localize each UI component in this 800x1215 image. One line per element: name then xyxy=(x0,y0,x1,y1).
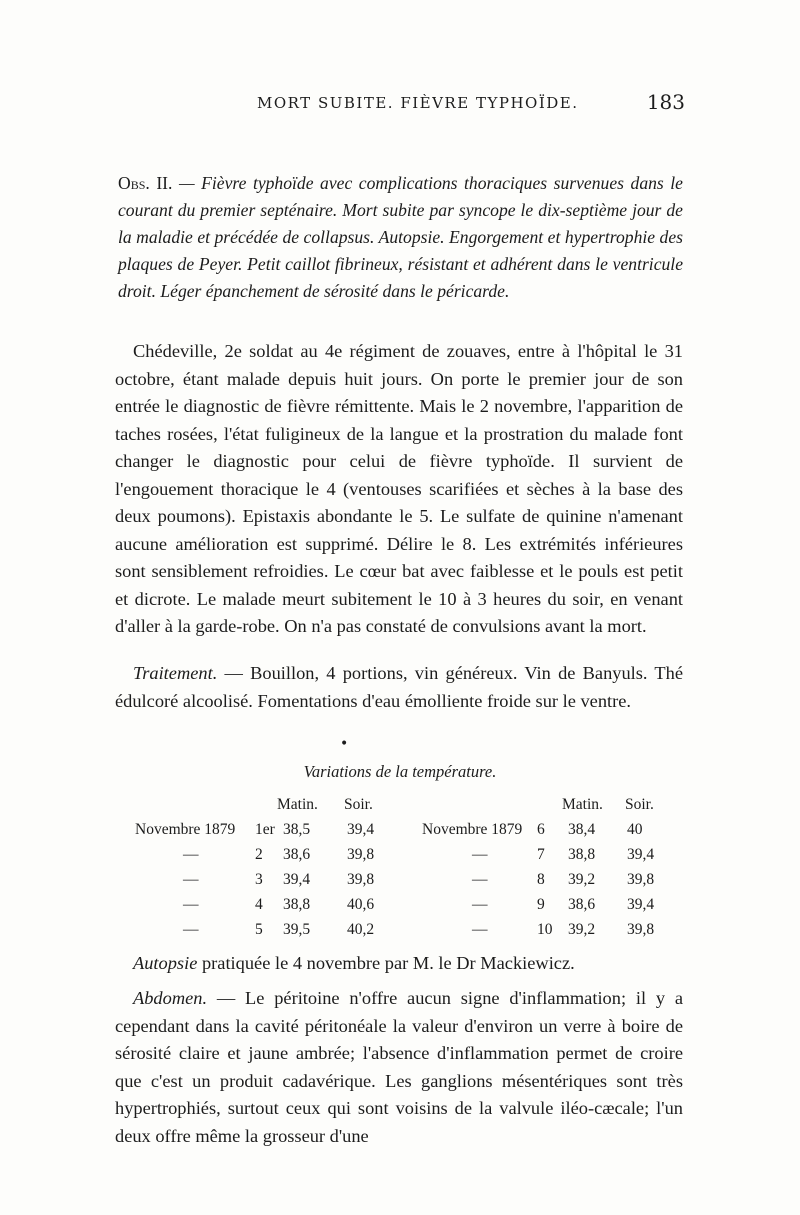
autopsy-label: Autopsie xyxy=(133,953,198,973)
table-cell-month: — xyxy=(183,896,199,913)
table-cell-soir: 39,4 xyxy=(627,846,655,863)
table-cell-soir: 39,8 xyxy=(627,871,655,888)
table-cell-month: — xyxy=(183,871,199,888)
table-cell-matin: 39,4 xyxy=(283,871,311,888)
page-header xyxy=(115,92,685,122)
table-cell-month: — xyxy=(472,846,488,863)
table-cell-soir: 39,8 xyxy=(347,846,375,863)
table-cell-month: Novembre 1879 xyxy=(422,821,523,838)
table-cell-month: — xyxy=(472,871,488,888)
table-cell-soir: 39,8 xyxy=(347,871,375,888)
table-cell-day: 10 xyxy=(537,921,553,938)
treatment-text: — Bouillon, 4 portions, vin généreux. Vin de Banyuls. Thé édulcoré alcoolisé. Fomentations d'eau émolliente froide sur le ventre. xyxy=(115,663,683,711)
table-cell-day: 4 xyxy=(255,896,263,913)
abdomen-label: Abdomen. xyxy=(133,988,208,1008)
table-cell-day: 1er xyxy=(255,821,275,838)
table-cell-day: 7 xyxy=(537,846,545,863)
table-cell-month: — xyxy=(183,921,199,938)
table-cell-matin: 38,8 xyxy=(283,896,311,913)
summary-text: — Fièvre typhoïde avec complications thoraciques survenues dans le courant du premier septénaire. Mort subite par syncope le dix-septième jour de la maladie et précédée de collapsus. Autopsie. Engorgement et hypertrophie des plaques de Peyer. Petit caillot fibrineux, résistant et adhérent dans le ventricule droit. Léger épanchement de sérosité dans le péricarde. xyxy=(118,173,683,301)
table-cell-matin: 39,2 xyxy=(568,871,596,888)
obs-number: II. xyxy=(156,173,173,193)
table-cell-month: Novembre 1879 xyxy=(135,821,236,838)
col-header-soir-left: Soir. xyxy=(344,796,373,813)
separator-bullet: • xyxy=(340,736,349,752)
table-cell-month: — xyxy=(472,896,488,913)
table-cell-day: 8 xyxy=(537,871,545,888)
table-cell-day: 3 xyxy=(255,871,263,888)
table-cell-matin: 38,4 xyxy=(568,821,596,838)
table-cell-month: — xyxy=(472,921,488,938)
table-cell-month: — xyxy=(183,846,199,863)
observation-summary xyxy=(118,170,683,305)
table-cell-soir: 39,4 xyxy=(347,821,375,838)
autopsy-paragraph xyxy=(115,950,683,978)
table-cell-matin: 39,5 xyxy=(283,921,311,938)
col-header-matin-right: Matin. xyxy=(562,796,603,813)
case-paragraph: Chédeville, 2e soldat au 4e régiment de zouaves, entre à l'hôpital le 31 octobre, étant malade depuis huit jours. On porte le premier jour de son entrée le diagnostic de fièvre rémittente. Mais le 2 novembre, l'apparition de taches rosées, l'état fuligineux de la langue et la prostration du malade font changer le diagnostic pour celui de fièvre typhoïde. Il survient de l'engouement thoracique le 4 (ventouses scarifiées et sèches à la base des deux poumons). Epistaxis abondante le 5. Le sulfate de quinine n'amenant aucune amélioration est supprimé. Délire le 8. Les extrémités inférieures sont sensiblement refroidies. Le cœur bat avec faiblesse et le pouls est petit et dicrote. Le malade meurt subitement le 10 à 3 heures du soir, en venant d'aller à la garde-robe. On n'a pas constaté de convulsions avant la mort. xyxy=(115,341,683,636)
table-cell-matin: 38,8 xyxy=(568,846,596,863)
table-cell-matin: 38,5 xyxy=(283,821,311,838)
table-title: Variations de la température. xyxy=(303,762,497,781)
abdomen-paragraph xyxy=(115,985,683,1150)
table-cell-matin: 38,6 xyxy=(283,846,311,863)
autopsy-text: pratiquée le 4 novembre par M. le Dr Mackiewicz. xyxy=(197,953,575,973)
treatment-label: Traitement. xyxy=(133,663,218,683)
table-cell-soir: 40 xyxy=(627,821,643,838)
running-head: MORT SUBITE. FIÈVRE TYPHOÏDE. xyxy=(257,94,579,112)
col-header-matin-left: Matin. xyxy=(277,796,318,813)
page-number: 183 xyxy=(646,90,685,114)
table-cell-soir: 39,4 xyxy=(627,896,655,913)
table-cell-soir: 40,2 xyxy=(347,921,375,938)
obs-label: Obs. xyxy=(118,173,150,193)
table-cell-day: 2 xyxy=(255,846,263,863)
abdomen-text: — Le péritoine n'offre aucun signe d'inflammation; il y a cependant dans la cavité péritonéale la valeur d'environ un verre à boire de sérosité claire et jaune ambrée; l'absence d'inflammation permet de croire que c'est un produit cadavérique. Les ganglions mésentériques sont très hypertrophiés, surtout ceux qui sont voisins de la valvule iléo-cæcale; l'un deux offre même la grosseur d'une xyxy=(115,988,683,1146)
col-header-soir-right: Soir. xyxy=(625,796,654,813)
table-cell-matin: 38,6 xyxy=(568,896,596,913)
treatment-paragraph xyxy=(115,660,683,715)
table-cell-matin: 39,2 xyxy=(568,921,596,938)
table-cell-day: 5 xyxy=(255,921,263,938)
table-cell-soir: 39,8 xyxy=(627,921,655,938)
table-cell-day: 9 xyxy=(537,896,545,913)
table-cell-day: 6 xyxy=(537,821,545,838)
table-cell-soir: 40,6 xyxy=(347,896,375,913)
